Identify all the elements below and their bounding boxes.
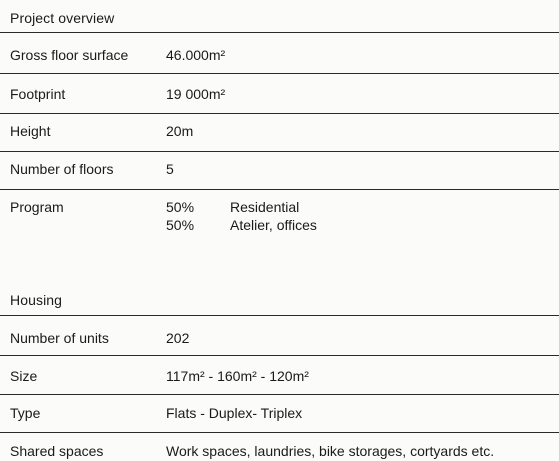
- row-label: Number of units: [10, 330, 109, 346]
- program-percent: 50%: [166, 217, 195, 233]
- divider: [0, 113, 559, 114]
- section-title-project-overview: Project overview: [10, 10, 115, 26]
- divider: [0, 432, 559, 433]
- divider: [0, 32, 559, 33]
- section-title-housing: Housing: [10, 292, 63, 308]
- row-value: 117m² - 160m² - 120m²: [166, 368, 309, 384]
- row-label: Gross floor surface: [10, 47, 129, 63]
- row-value: Work spaces, laundries, bike storages, cortyards etc.: [166, 443, 495, 459]
- row-value: 20m: [166, 123, 194, 139]
- row-label: Program: [10, 199, 64, 215]
- row-value: 19 000m²: [166, 86, 226, 102]
- row-label: Size: [10, 368, 38, 384]
- row-value: Flats - Duplex- Triplex: [166, 405, 303, 421]
- divider: [0, 73, 559, 74]
- row-label: Footprint: [10, 86, 66, 102]
- row-label: Number of floors: [10, 161, 114, 177]
- divider: [0, 315, 559, 316]
- divider: [0, 355, 559, 356]
- divider: [0, 151, 559, 152]
- row-value: 202: [166, 330, 190, 346]
- divider: [0, 189, 559, 190]
- program-use: Residential: [230, 199, 300, 215]
- row-label: Type: [10, 405, 41, 421]
- row-value: 5: [166, 161, 174, 177]
- divider: [0, 394, 559, 395]
- row-value: 46.000m²: [166, 47, 226, 63]
- row-label: Shared spaces: [10, 443, 104, 459]
- row-label: Height: [10, 123, 51, 139]
- program-item: [166, 198, 299, 216]
- program-percent: 50%: [166, 199, 195, 215]
- program-item: [166, 216, 317, 234]
- program-use: Atelier, offices: [230, 217, 317, 233]
